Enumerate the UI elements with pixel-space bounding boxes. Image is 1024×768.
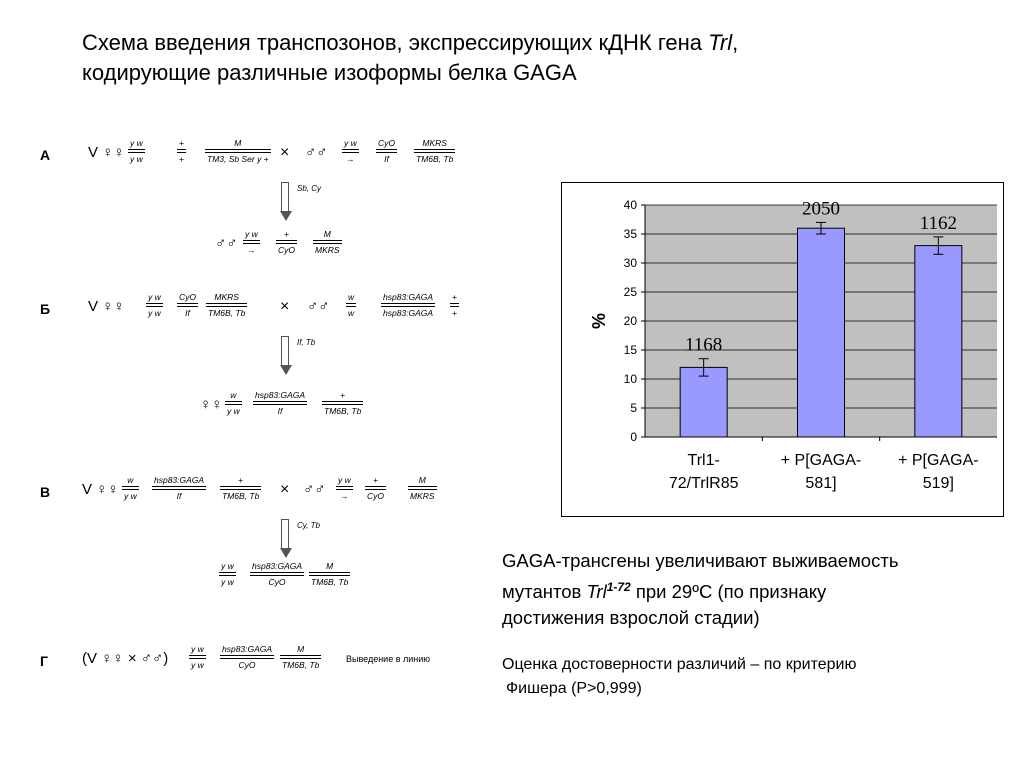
genotype-fraction: [128, 138, 145, 164]
fraction-bottom: CyO: [278, 245, 295, 255]
fraction-bottom: CyO: [238, 660, 256, 670]
fraction-bottom: TM6B, Tb: [208, 308, 246, 318]
fraction-top: MKRS: [214, 292, 239, 302]
category-label: 519]: [922, 475, 954, 492]
fraction-top: +: [373, 475, 378, 485]
down-arrow-icon: [281, 336, 289, 375]
result-symbol: ♀♀: [200, 396, 223, 413]
cross-symbol: ×: [280, 481, 290, 498]
fraction-bottom: hsp83:GAGA: [383, 308, 434, 318]
fraction-bottom: +: [179, 154, 184, 164]
genotype-fraction: [177, 138, 186, 164]
genotype-fraction: [336, 475, 353, 501]
fraction-top: CyO: [378, 138, 395, 148]
title-gene: Trl: [708, 30, 733, 55]
genotype-fraction: [342, 138, 359, 164]
category-label: 72/TrlR85: [668, 475, 739, 492]
bar: [915, 246, 962, 437]
fraction-bottom: →: [346, 154, 355, 164]
fraction-bottom: TM6B, Tb: [416, 154, 454, 164]
row-label: В: [40, 484, 51, 500]
y-tick-label: 25: [623, 285, 637, 299]
fraction-bottom: y w: [227, 406, 240, 416]
genotype-fraction: [253, 390, 307, 416]
fraction-top: w: [127, 475, 134, 485]
fraction-top: M: [234, 138, 242, 148]
female-symbol: V ♀♀: [82, 481, 119, 498]
fraction-bottom: y w: [148, 308, 161, 318]
cross-symbol: ×: [280, 298, 290, 315]
result-symbol: ♂♂: [215, 235, 238, 252]
genotype-fraction: [381, 292, 435, 318]
genotype-fraction: [322, 390, 363, 416]
genotype-fraction: [408, 475, 437, 501]
fraction-top: y w: [130, 138, 143, 148]
genotype-fraction: [276, 229, 297, 255]
fraction-bottom: TM6B, Tb: [282, 660, 320, 670]
genotype-fraction: [450, 292, 459, 318]
genotype-fraction: [146, 292, 163, 318]
category-label: 581]: [805, 475, 837, 492]
conclusion-allele: 1-72: [606, 580, 631, 594]
fraction-bottom: TM6B, Tb: [324, 406, 362, 416]
fraction-bottom: MKRS: [410, 491, 435, 501]
conclusion-line3: достижения взрослой стадии): [502, 607, 760, 629]
conclusion-gene: Trl: [586, 581, 607, 603]
fraction-top: M: [297, 644, 305, 654]
genotype-fraction: [243, 229, 260, 255]
male-symbol: ♂♂: [307, 298, 330, 315]
genotype-fraction: [205, 138, 271, 164]
fraction-top: hsp83:GAGA: [255, 390, 306, 400]
category-label: + P[GAGA-: [898, 452, 979, 469]
fraction-top: +: [238, 475, 244, 485]
line-establishment-note: Выведение в линию: [346, 654, 431, 664]
conclusion-line2-post: при 29ºС (по признаку: [630, 581, 827, 603]
y-tick-label: 20: [623, 314, 637, 328]
genotype-fraction: [414, 138, 455, 164]
chart-svg: [562, 183, 1003, 516]
fraction-top: CyO: [179, 292, 196, 302]
male-symbol: ♂♂: [305, 144, 328, 161]
down-arrow-icon: [281, 519, 289, 558]
fraction-top: y w: [338, 475, 351, 485]
female-symbol: V ♀♀: [88, 144, 125, 161]
male-symbol: ♂♂: [303, 481, 326, 498]
genotype-fraction: [122, 475, 139, 501]
genotype-fraction: [220, 644, 274, 670]
fraction-bottom: →: [247, 245, 256, 255]
fraction-bottom: If: [384, 154, 389, 164]
statistics-text: [502, 653, 1002, 701]
title-line2: кодирующие различные изоформы белка GAGA: [82, 60, 577, 85]
fraction-top: +: [340, 390, 346, 400]
fraction-bottom: If: [277, 406, 283, 416]
data-label: 1168: [685, 334, 723, 356]
y-axis-label: %: [589, 312, 609, 330]
conclusion-line2: [502, 574, 1002, 605]
genotype-fraction: [189, 644, 206, 670]
genotype-fraction: [206, 292, 247, 318]
row-label: А: [40, 147, 51, 163]
fraction-bottom: TM3, Sb Ser y +: [207, 154, 269, 164]
selection-markers: Cy, Tb: [297, 521, 320, 530]
genotype-fraction: [225, 390, 242, 416]
y-tick-label: 40: [623, 198, 637, 212]
conclusion-text: [502, 548, 1002, 631]
fraction-top: y w: [221, 561, 234, 571]
y-tick-label: 35: [623, 227, 637, 241]
cross-expression: (V ♀♀ × ♂♂): [82, 650, 169, 667]
y-tick-label: 10: [623, 372, 637, 386]
genotype-fraction: [152, 475, 206, 501]
fraction-bottom: MKRS: [315, 245, 340, 255]
fraction-top: +: [179, 138, 184, 148]
fraction-bottom: y w: [221, 577, 234, 587]
row-label: Г: [40, 653, 48, 669]
fraction-top: M: [326, 561, 334, 571]
fraction-top: hsp83:GAGA: [383, 292, 434, 302]
genotype-fraction: [177, 292, 198, 318]
category-label: + P[GAGA-: [780, 452, 862, 469]
fraction-top: y w: [245, 229, 258, 239]
statistics-line1: Оценка достоверности различий – по критерию: [502, 656, 857, 673]
fraction-bottom: y w: [130, 154, 143, 164]
genotype-fraction: [365, 475, 386, 501]
fraction-bottom: If: [185, 308, 190, 318]
title-comma: ,: [732, 30, 739, 55]
bar: [680, 367, 727, 437]
genotype-fraction: [219, 561, 236, 587]
bar: [798, 228, 845, 437]
fraction-bottom: w: [348, 308, 355, 318]
survival-chart: [561, 182, 1004, 517]
row-label: Б: [40, 301, 51, 317]
fraction-bottom: y w: [124, 491, 137, 501]
fraction-top: w: [230, 390, 237, 400]
data-label: 1162: [919, 212, 957, 234]
category-label: Trl1-: [687, 452, 720, 469]
down-arrow-icon: [281, 182, 289, 221]
data-label: 2050: [802, 198, 840, 220]
conclusion-line1: GAGA-трансгены увеличивают выживаемость: [502, 550, 899, 571]
y-tick-label: 5: [630, 401, 637, 415]
genotype-fraction: [313, 229, 342, 255]
genotype-fraction: [250, 561, 304, 587]
fraction-bottom: →: [340, 491, 349, 501]
genotype-fraction: [309, 561, 350, 587]
fraction-bottom: CyO: [268, 577, 286, 587]
fraction-bottom: TM6B, Tb: [222, 491, 260, 501]
fraction-top: +: [284, 229, 289, 239]
fraction-top: w: [348, 292, 355, 302]
fraction-top: y w: [148, 292, 161, 302]
fraction-top: hsp83:GAGA: [222, 644, 273, 654]
statistics-line2: Фишера (Р>0,999): [506, 680, 642, 697]
fraction-bottom: y w: [191, 660, 204, 670]
fraction-top: hsp83:GAGA: [252, 561, 303, 571]
fraction-bottom: CyO: [367, 491, 384, 501]
cross-symbol: ×: [280, 144, 290, 161]
fraction-top: +: [452, 292, 457, 302]
genotype-fraction: [220, 475, 261, 501]
genotype-fraction: [376, 138, 397, 164]
fraction-bottom: +: [452, 308, 457, 318]
y-tick-label: 15: [623, 343, 637, 357]
fraction-top: M: [418, 475, 426, 485]
fraction-top: hsp83:GAGA: [154, 475, 205, 485]
genotype-fraction: [280, 644, 321, 670]
fraction-bottom: TM6B, Tb: [311, 577, 349, 587]
selection-markers: Sb, Cy: [297, 184, 322, 193]
y-tick-label: 30: [623, 256, 637, 270]
genotype-fraction: [346, 292, 356, 318]
fraction-bottom: If: [176, 491, 182, 501]
female-symbol: V ♀♀: [88, 298, 125, 315]
fraction-top: y w: [344, 138, 357, 148]
fraction-top: MKRS: [422, 138, 447, 148]
fraction-top: M: [323, 229, 331, 239]
y-tick-label: 0: [630, 430, 637, 444]
fraction-top: y w: [191, 644, 204, 654]
selection-markers: If, Tb: [297, 338, 316, 347]
conclusion-line2-pre: мутантов: [502, 581, 587, 603]
title-line1: Схема введения транспозонов, экспрессирующих кДНК гена: [82, 30, 709, 55]
